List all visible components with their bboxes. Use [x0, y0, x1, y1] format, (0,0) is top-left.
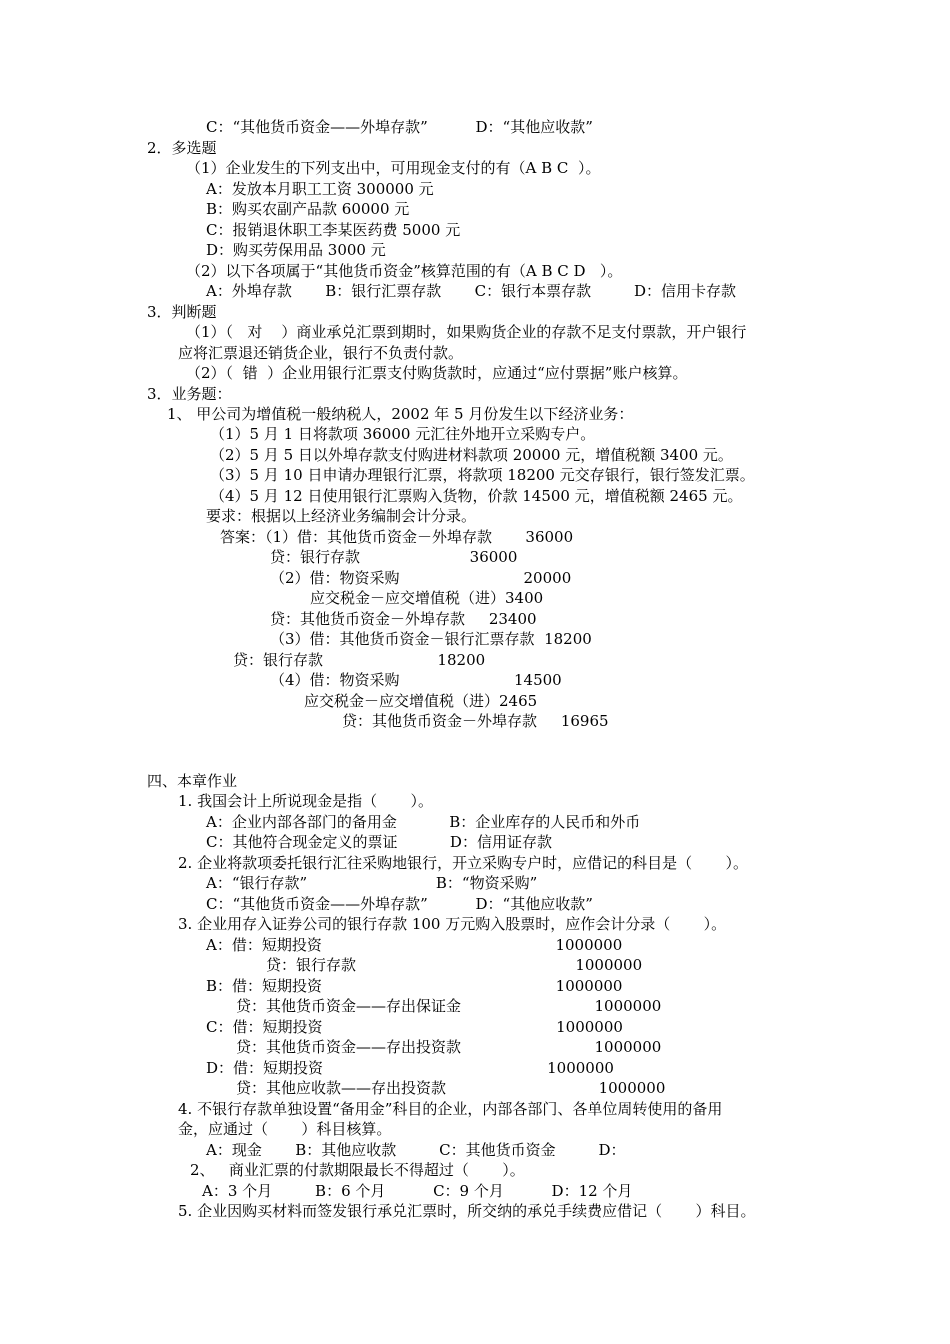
- text-line: （1）5 月 1 日将款项 36000 元汇往外地开立采购专户。: [210, 425, 596, 443]
- text-line: B：借：短期投资 1000000: [206, 977, 623, 995]
- text-line: 2．多选题: [147, 139, 217, 157]
- text-line: A：外埠存款 B：银行汇票存款 C：银行本票存款 D：信用卡存款: [206, 282, 737, 300]
- text-line: 贷：其他货币资金——存出投资款 1000000: [236, 1038, 662, 1056]
- text-line: A：3 个月 B：6 个月 C：9 个月 D：12 个月: [202, 1182, 633, 1200]
- text-line: A：现金 B：其他应收款 C：其他货币资金 D：: [206, 1141, 626, 1159]
- text-line: 4. 不银行存款单独设置“备用金”科目的企业，内部各部门、各单位周转使用的备用: [178, 1100, 723, 1118]
- text-line: （3）5 月 10 日申请办理银行汇票，将款项 18200 元交存银行，银行签发汇票。: [210, 466, 755, 484]
- text-line: C：借：短期投资 1000000: [206, 1018, 623, 1036]
- text-line: D：购买劳保用品 3000 元: [206, 241, 386, 259]
- text-line: 贷：银行存款 18200: [233, 651, 486, 669]
- text-line: 贷：银行存款 36000: [270, 548, 518, 566]
- text-line: 贷：其他应收款——存出投资款 1000000: [236, 1079, 666, 1097]
- text-line: （1）企业发生的下列支出中，可用现金支付的有（A B C ）。: [186, 159, 601, 177]
- text-line: 贷：其他货币资金－外埠存款 16965: [342, 712, 609, 730]
- text-line: （1）（ 对 ）商业承兑汇票到期时，如果购货企业的存款不足支付票款，开户银行: [186, 323, 747, 341]
- text-line: 金，应通过（ ）科目核算。: [178, 1120, 392, 1138]
- text-line: 应交税金－应交增值税（进）3400: [310, 589, 544, 607]
- text-line: D：借：短期投资 1000000: [206, 1059, 614, 1077]
- text-line: 3. 企业用存入证券公司的银行存款 100 万元购入股票时，应作会计分录（ ）。: [178, 915, 727, 933]
- text-line: C：其他符合现金定义的票证 D：信用证存款: [206, 833, 552, 851]
- text-line: （2）以下各项属于“其他货币资金”核算范围的有（A B C D ）。: [186, 262, 623, 280]
- text-line: 要求：根据以上经济业务编制会计分录。: [206, 507, 477, 525]
- text-line: 贷：银行存款 1000000: [266, 956, 643, 974]
- text-line: 3．判断题: [147, 303, 217, 321]
- text-line: B：购买农副产品款 60000 元: [206, 200, 410, 218]
- text-line: （2）借：物资采购 20000: [270, 569, 572, 587]
- text-line: A：企业内部各部门的备用金 B：企业库存的人民币和外币: [206, 813, 641, 831]
- text-line: （3）借：其他货币资金－银行汇票存款 18200: [270, 630, 592, 648]
- text-line: 2. 企业将款项委托银行汇往采购地银行，开立采购专户时，应借记的科目是（ ）。: [178, 854, 748, 872]
- text-line: C：报销退休职工李某医药费 5000 元: [206, 221, 461, 239]
- text-line: A：借：短期投资 1000000: [206, 936, 623, 954]
- text-line: 贷：其他货币资金－外埠存款 23400: [270, 610, 537, 628]
- text-line: （4）借：物资采购 14500: [270, 671, 562, 689]
- text-line: C：“其他货币资金——外埠存款” D：“其他应收款”: [206, 118, 593, 136]
- text-line: （2）5 月 5 日以外埠存款支付购进材料款项 20000 元，增值税额 3400 元。: [210, 446, 733, 464]
- text-line: （4）5 月 12 日使用银行汇票购入货物，价款 14500 元，增值税额 2465 元。: [210, 487, 743, 505]
- text-line: 应将汇票退还销货企业，银行不负责付款。: [178, 344, 464, 362]
- text-line: 5. 企业因购买材料而签发银行承兑汇票时，所交纳的承兑手续费应借记（ ）科目。: [178, 1202, 756, 1220]
- text-line: 1、 甲公司为增值税一般纳税人，2002 年 5 月份发生以下经济业务：: [167, 405, 634, 423]
- text-line: 四、本章作业: [147, 772, 238, 790]
- text-line: C：“其他货币资金——外埠存款” D：“其他应收款”: [206, 895, 593, 913]
- text-line: 1. 我国会计上所说现金是指（ ）。: [178, 792, 433, 810]
- text-line: 贷：其他货币资金——存出保证金 1000000: [236, 997, 662, 1015]
- text-line: 答案：（1）借：其他货币资金－外埠存款 36000: [220, 528, 574, 546]
- text-line: （2）（ 错 ）企业用银行汇票支付购货款时，应通过“应付票据”账户核算。: [186, 364, 688, 382]
- text-line: 3．业务题：: [147, 385, 232, 403]
- text-line: 2、 商业汇票的付款期限最长不得超过（ ）。: [190, 1161, 525, 1179]
- text-line: 应交税金－应交增值税（进）2465: [304, 692, 538, 710]
- text-line: A：发放本月职工工资 300000 元: [206, 180, 434, 198]
- text-line: A：“银行存款” B：“物资采购”: [206, 874, 538, 892]
